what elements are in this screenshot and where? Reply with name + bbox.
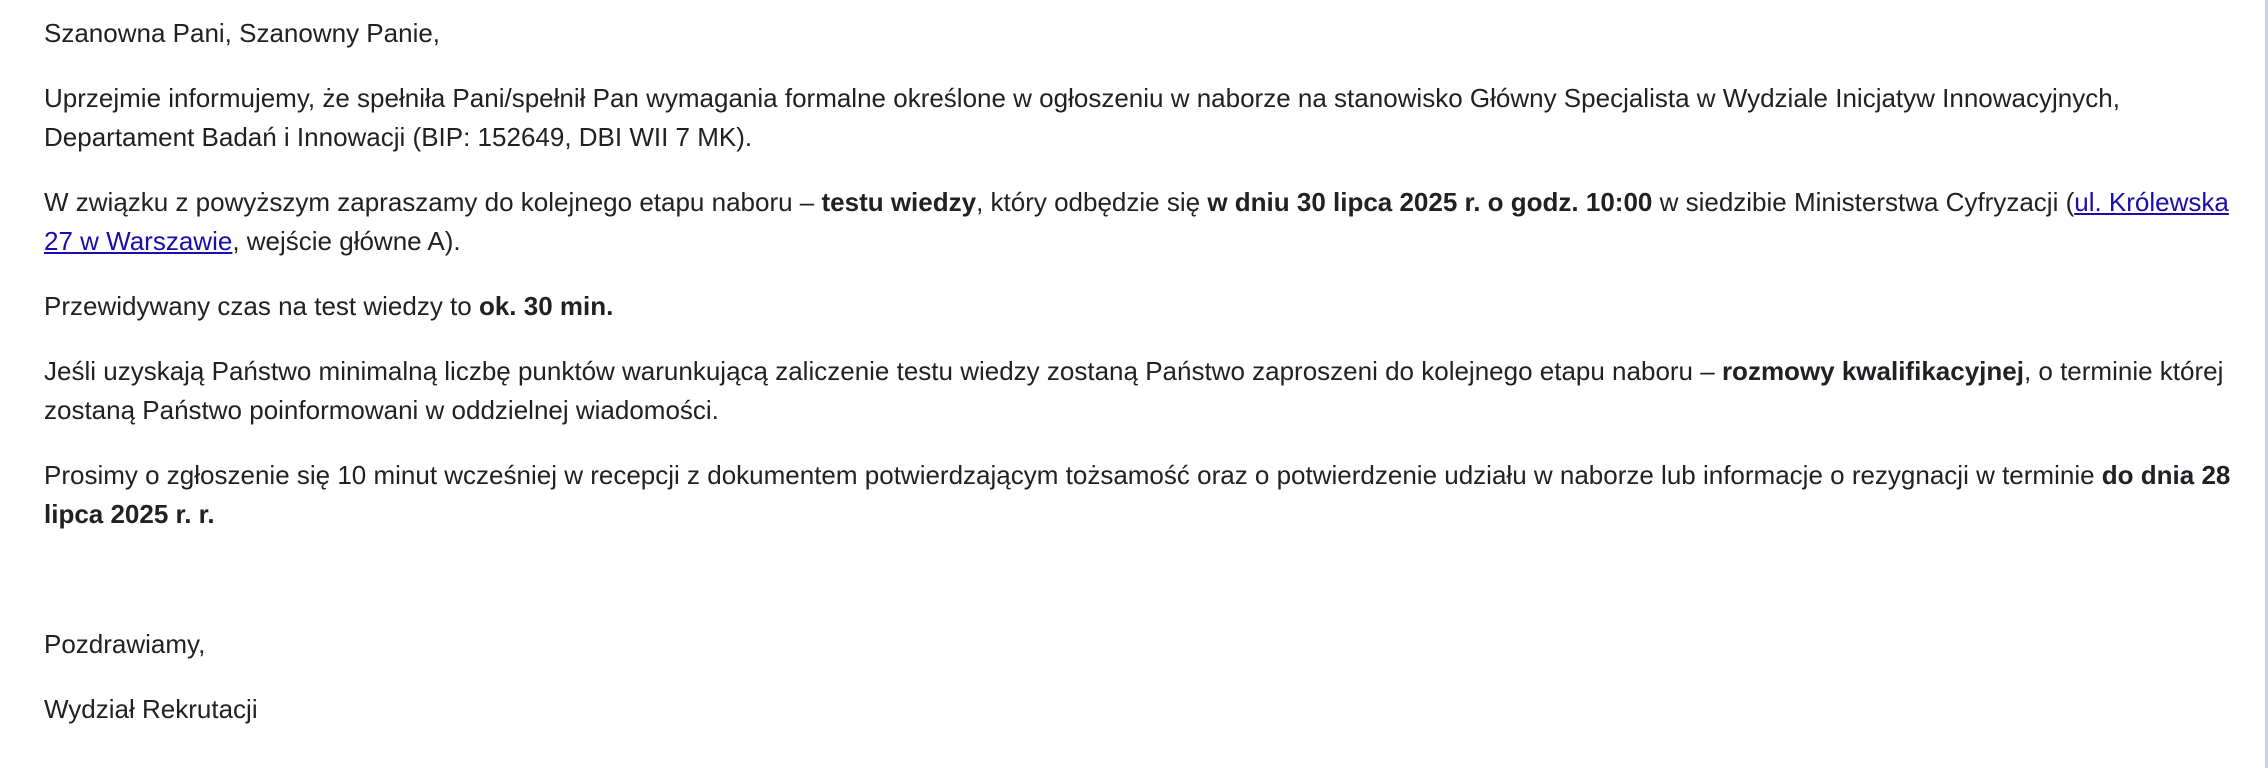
bold-date-time: w dniu 30 lipca 2025 r. o godz. 10:00 xyxy=(1207,187,1653,217)
paragraph-eligibility: Uprzejmie informujemy, że spełniła Pani/spełnił Pan wymagania formalne określone w ogłoszeniu w naborze na stanowisko Główny Specjalista w Wydziale Inicjatyw Innowacyjnych, Departament Badań i Innowacji (BIP: 152649, DBI WII 7 MK). xyxy=(44,83,2120,152)
spacer xyxy=(44,560,2234,625)
bold-deadline: do dnia 28 lipca 2025 r. r. xyxy=(44,460,2231,529)
text: , o terminie której zostaną Państwo poinformowani w oddzielnej wiadomości. xyxy=(44,356,2224,425)
paragraph-invitation xyxy=(44,183,2234,261)
signature: Wydział Rekrutacji xyxy=(44,694,258,724)
bold-interview: rozmowy kwalifikacyjnej xyxy=(1721,356,2024,386)
bold-duration: ok. 30 min. xyxy=(478,291,614,321)
text: , wejście główne A). xyxy=(232,226,461,256)
email-body xyxy=(44,14,2234,755)
paragraph-duration xyxy=(44,287,2234,326)
greeting: Szanowna Pani, Szanowny Panie, xyxy=(44,18,441,48)
text: Prosimy o zgłoszenie się 10 minut wcześniej w recepcji z dokumentem potwierdzającym tożsamość oraz o potwierdzenie udziału w naborze lub informacje o rezygnacji w terminie xyxy=(44,460,2102,490)
text: Jeśli uzyskają Państwo minimalną liczbę punktów warunkującą zaliczenie testu wiedzy zostaną Państwo zaproszeni do kolejnego etapu naboru – xyxy=(44,356,1722,386)
text: w siedzibie Ministerstwa Cyfryzacji ( xyxy=(1652,187,2075,217)
paragraph-confirmation xyxy=(44,456,2234,534)
closing: Pozdrawiamy, xyxy=(44,629,206,659)
bold-test-name: testu wiedzy xyxy=(821,187,977,217)
text: Przewidywany czas na test wiedzy to xyxy=(44,291,479,321)
text: W związku z powyższym zapraszamy do kolejnego etapu naboru – xyxy=(44,187,822,217)
text: , który odbędzie się xyxy=(976,187,1208,217)
paragraph-next-stage xyxy=(44,352,2234,430)
address-link[interactable]: ul. Królewska 27 w Warszawie xyxy=(44,187,2229,256)
